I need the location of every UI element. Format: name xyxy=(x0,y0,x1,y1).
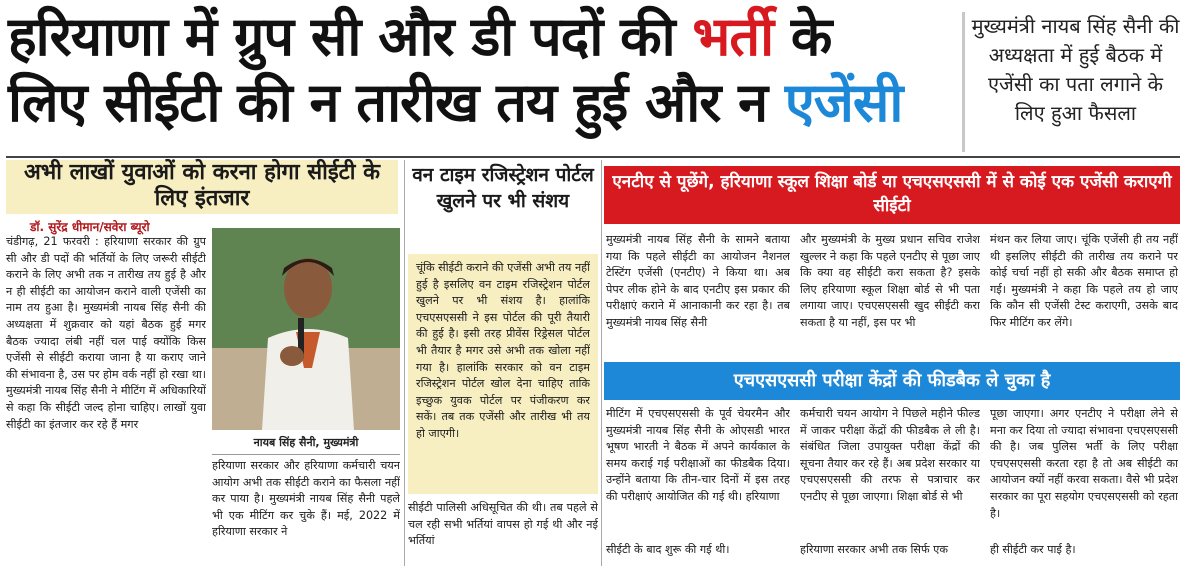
photo-caption: नायब सिंह सैनी, मुख्यमंत्री xyxy=(212,432,400,455)
headline-text: के xyxy=(773,5,832,68)
middle-box-text: चूंकि सीईटी कराने की एजेंसी अभी तय नहीं हुई है इसलिए वन टाइम रजिस्ट्रेशन पोर्टल खुलने पर भी संशय है। हालांकि एचएसएससी ने इस पोर्टल की पूरी तैयारी की हुई है। इसी तरह प्रीवेंस रिड्रेसल पोर्टल भी तैयार है मगर उसे अभी तक खोला नहीं गया है। हालांकि सरकार को वन टाइम रजिस्ट्रेशन पोर्टल खोल देना चाहिए ताकि इच्छुक युवक पोर्टल पर पंजीकरण कर सकें। तब तक एजेंसी और तारीख भी तय हो जाएगी। xyxy=(416,261,590,440)
divider xyxy=(6,156,1180,158)
right-bottom-col-1: मीटिंग में एचएसएससी के पूर्व चेयरमैन और मुख्यमंत्री नायब सिंह सैनी के ओएसडी भारत भूषण भारती ने बैठक में अपने कार्यकाल के समय कराई गई परीक्षाओं का फीडबैक दिया। उन्होंने बताया कि तीन-चार दिनों में इस तरह की परीक्षाएं आयोजित की गई थी। हरियाणा xyxy=(606,407,790,503)
right-bottom-col-3: पूछा जाएगा। अगर एनटीए ने परीक्षा लेने से मना कर दिया तो ज्यादा संभावना एचएसएससी की है। जब पुलिस भर्ती के लिए परीक्षा एचएसएससी करता रहा है तो अब सीईटी का आयोजन क्यों नहीं करवा सकता। वैसे भी प्रदेश सरकार का पूरा सहयोग एचएसएससी को रहता है। xyxy=(990,407,1178,520)
headline-line-1 xyxy=(8,4,958,70)
headline-side-note: मुख्यमंत्री नायब सिंह सैनी की अध्यक्षता में हुई बैठक में एजेंसी का पता लगाने के लिए हुआ फैसला xyxy=(962,12,1180,152)
headline-highlight-red: भर्ती xyxy=(692,5,774,68)
headline-line-2 xyxy=(8,70,958,136)
right-foot-col-2: हरियाणा सरकार अभी तक सिर्फ एक xyxy=(800,543,948,556)
column-rule xyxy=(404,160,405,566)
column-rule xyxy=(601,160,602,566)
headline-text: हरियाणा में ग्रुप सी और डी पदों की xyxy=(8,5,693,68)
right-top-col-2: और मुख्यमंत्री के मुख्य प्रधान सचिव राजेश खुल्लर ने कहा कि पहले एनटीए से पूछा जाए कि क्या वह सीईटी करा सकता है? इसके लिए हरियाणा स्कूल शिक्षा बोर्ड से भी पता लगाया जाए। एचएसएससी खुद सीईटी करा सकता है या नहीं, इस पर भी xyxy=(800,233,980,329)
right-bottom-col-2: कर्मचारी चयन आयोग ने पिछले महीने फील्ड में जाकर परीक्षा केंद्रों की फीडबैक ले ली है। संबंधित जिला उपायुक्त परीक्षा केंद्रों की सूचना तैयार कर रहे हैं। अब प्रदेश सरकार या एचएसएससी की तरफ से पत्राचार कर एनटीए से पूछा जाएगा। शिक्षा बोर्ड से भी xyxy=(800,407,980,503)
main-headline xyxy=(8,4,958,154)
left-column-text: चंडीगढ़, 21 फरवरी : हरियाणा सरकार की ग्रुप सी और डी पदों की भर्तियों के लिए जरूरी सीईटी कराने के लिए अभी तक न तारीख तय हुई है और न ही सीईटी का आयोजन कराने वाली एजेंसी का नाम तय हुआ है। मुख्यमंत्री नायब सिंह सैनी की अध्यक्षता में शुक्रवार को यहां बैठक हुई मगर बैठक ज्यादा लंबी नहीं चल पाई क्योंकि किस एजेंसी से सीईटी कराया जाना है या कराए जाने की संभावना है, उस पर होम वर्क नहीं हो रखा था। मुख्यमंत्री नायब सिंह सैनी ने मीटिंग में अधिकारियों से कहा कि सीईटी जल्द होना चाहिए। लाखों युवा सीईटी का इंतजार कर रहे हैं मगर xyxy=(6,235,206,431)
right-top-col-3: मंथन कर लिया जाए। चूंकि एजेंसी ही तय नहीं थी इसलिए सीईटी की तारीख तय कराने पर कोई चर्चा नहीं हो सकी और बैठक समाप्त हो गई। मुख्यमंत्री ने कहा कि पहले तय हो जाए कि कौन सी एजेंसी टेस्ट कराएगी, उसके बाद फिर मीटिंग कर लेंगे। xyxy=(990,233,1178,329)
middle-subheadline: वन टाइम रजिस्ट्रेशन पोर्टल खुलने पर भी संशय xyxy=(412,164,594,212)
middle-box xyxy=(408,254,598,494)
headline-text: लिए सीईटी की न तारीख तय हुई और न xyxy=(8,71,785,134)
right-foot-col-3: ही सीईटी कर पाई है। xyxy=(990,543,1076,556)
left-subheadline: अभी लाखों युवाओं को करना होगा सीईटी के लिए इंतजार xyxy=(6,160,398,214)
right-foot-col-1: सीईटी के बाद शुरू की गई थी। xyxy=(606,543,730,556)
headline-highlight-blue: एजेंसी xyxy=(784,71,903,134)
left-column-2-text: हरियाणा सरकार और हरियाणा कर्मचारी चयन आयोग अभी तक सीईटी कराने का फैसला नहीं कर पाया है। मुख्यमंत्री नायब सिंह सैनी पहले भी एक मीटिंग कर चुके हैं। मई, 2022 में हरियाणा सरकार ने xyxy=(212,459,400,539)
middle-tail-text: सीईटी पालिसी अधिसूचित की थी। तब पहले से चल रही सभी भर्तियां वापस हो गई थी और नई भर्तियां xyxy=(408,501,598,548)
person-illustration xyxy=(212,228,400,430)
byline: डॉ. सुरेंद्र धीमान/सवेरा ब्यूरो xyxy=(30,220,150,234)
chief-minister-photo xyxy=(212,228,400,430)
red-banner-subheadline: एनटीए से पूछेंगे, हरियाणा स्कूल शिक्षा बोर्ड या एचएसएससी में से कोई एक एजेंसी कराएगी सीईटी xyxy=(604,166,1180,224)
right-top-col-1: मुख्यमंत्री नायब सिंह सैनी के सामने बताया गया कि पहले सीईटी का आयोजन नैशनल टेस्टिंग एजेंसी (एनटीए) ने किया था। अब पेपर लीक होने के बाद एनटीए इस प्रकार की परीक्षाएं कराने में आनाकानी कर रहा है। तब मुख्यमंत्री नायब सिंह सैनी xyxy=(606,233,790,329)
blue-banner-subheadline: एचएसएससी परीक्षा केंद्रों की फीडबैक ले चुका है xyxy=(604,362,1180,400)
